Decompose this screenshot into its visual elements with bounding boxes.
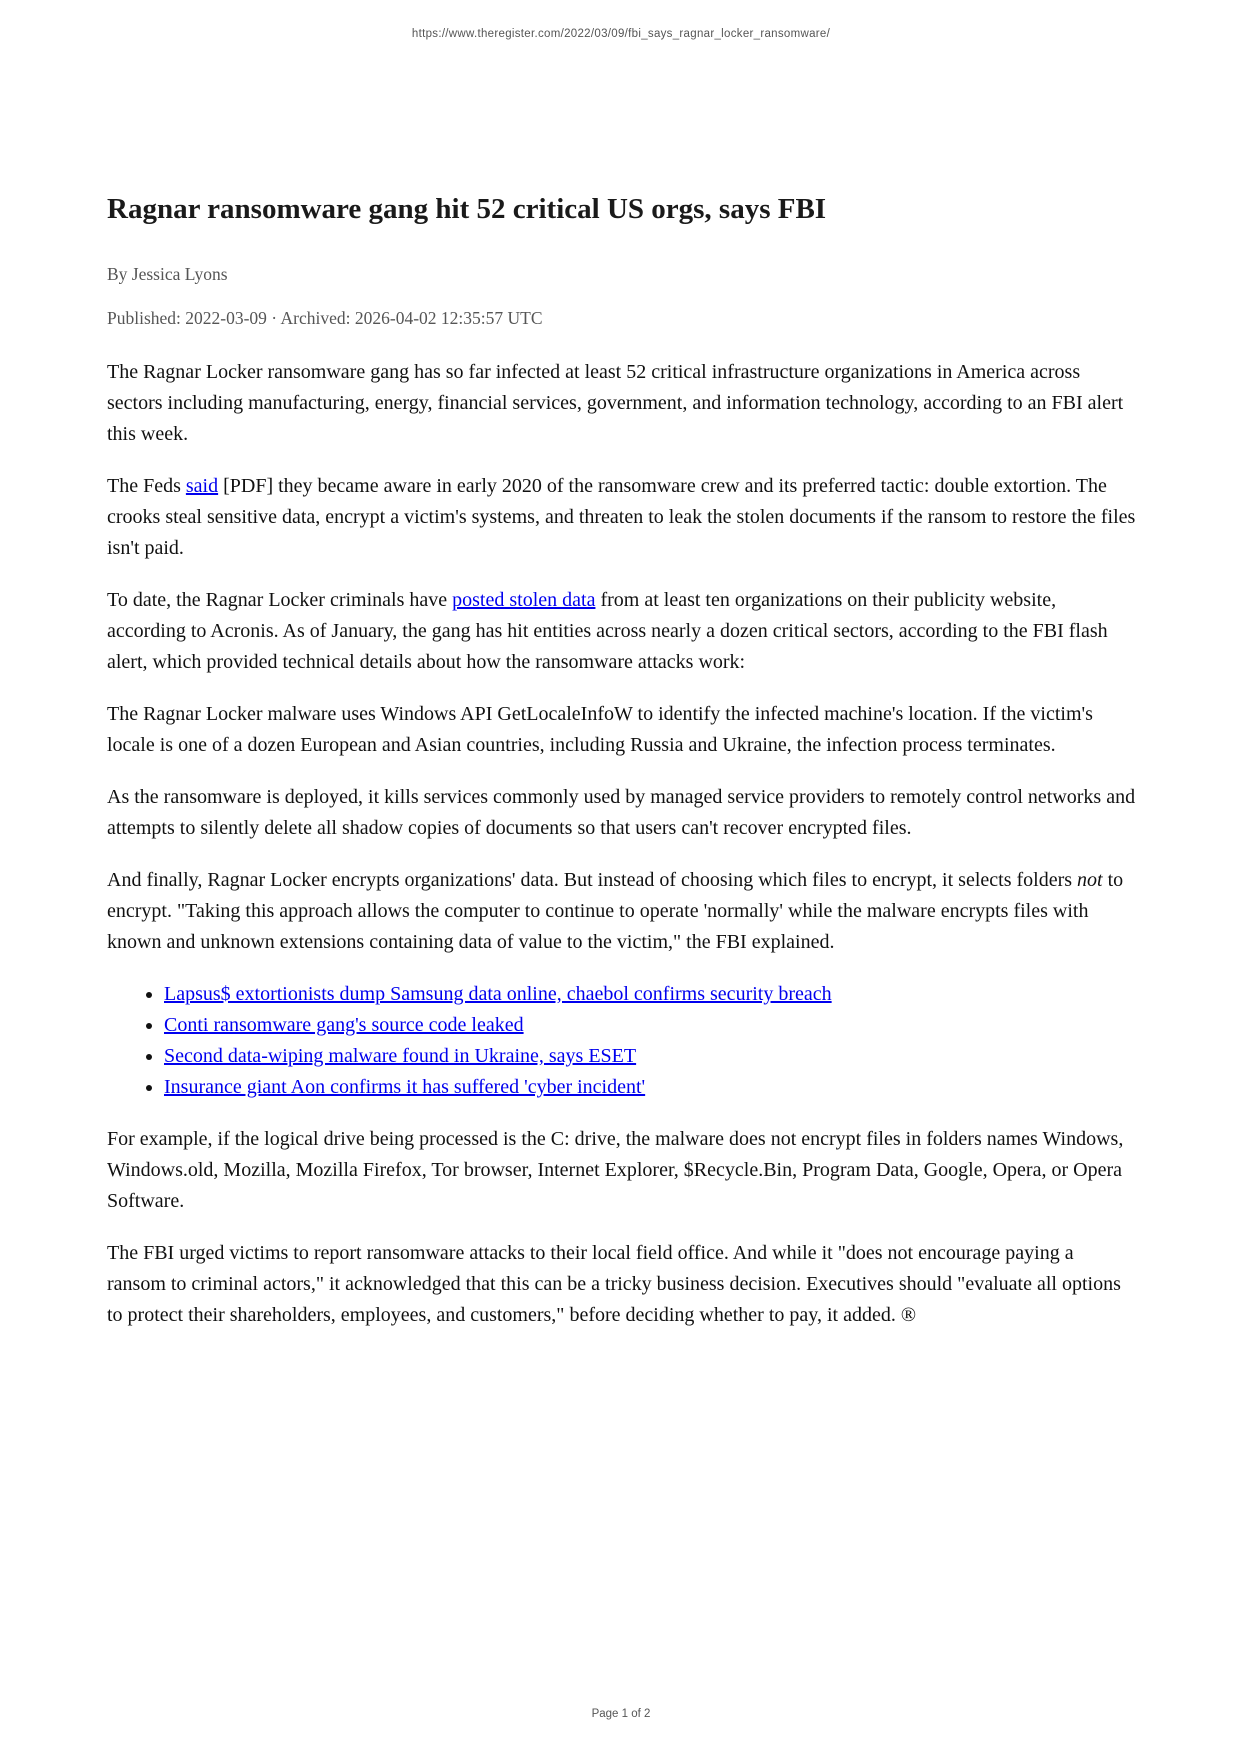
article-byline: By Jessica Lyons bbox=[107, 264, 228, 284]
related-link[interactable]: Lapsus$ extortionists dump Samsung data online, chaebol confirms security breach bbox=[164, 983, 832, 1005]
inline-link[interactable]: said bbox=[185, 475, 219, 497]
article-title: Ragnar ransomware gang hit 52 critical US orgs, says FBI bbox=[107, 193, 827, 225]
article-paragraph bbox=[107, 471, 1137, 564]
article-paragraph bbox=[107, 782, 1137, 844]
inline-link[interactable]: posted stolen data bbox=[452, 589, 596, 611]
paragraph-text: To date, the Ragnar Locker criminals have bbox=[107, 589, 453, 611]
article-body-bottom bbox=[107, 1124, 1137, 1331]
paragraph-text: [PDF] they became aware in early 2020 of the ransomware crew and its preferred tactic: double extortion. The crooks steal sensitive data, encrypt a victim's systems, and threaten to leak the stolen documents if the ransom to restore the files isn't paid. bbox=[107, 475, 1136, 559]
related-link[interactable]: Insurance giant Aon confirms it has suffered 'cyber incident' bbox=[164, 1076, 646, 1098]
paragraph-text: And finally, Ragnar Locker encrypts organizations' data. But instead of choosing which files to encrypt, it selects folders bbox=[107, 869, 1078, 891]
related-link[interactable]: Conti ransomware gang's source code leaked bbox=[164, 1014, 524, 1036]
paragraph-text: As the ransomware is deployed, it kills services commonly used by managed service providers to remotely control networks and attempts to silently delete all shadow copies of documents so that users can't recover encrypted files. bbox=[107, 786, 1136, 839]
related-link-item bbox=[164, 1041, 1137, 1072]
related-links-list bbox=[107, 979, 1137, 1103]
paragraph-text: For example, if the logical drive being processed is the C: drive, the malware does not encrypt files in folders names Windows, Windows.old, Mozilla, Mozilla Firefox, Tor browser, Internet Explorer, $Recycle.Bin, Program Data, Google, Opera, or Opera Software. bbox=[107, 1128, 1124, 1212]
article-paragraph bbox=[107, 1238, 1137, 1331]
related-link-item bbox=[164, 1010, 1137, 1041]
article-body-top bbox=[107, 357, 1137, 958]
paragraph-text: from at least ten organizations on their publicity website, according to Acronis. As of January, the gang has hit entities across nearly a dozen critical sectors, according to the FBI flash alert, which provided technical details about how the ransomware attacks work: bbox=[107, 589, 1108, 673]
print-footer-page-number: Page 1 of 2 bbox=[591, 1708, 651, 1720]
article-meta-dates: Published: 2022-03-09 · Archived: 2026-04-02 12:35:57 UTC bbox=[107, 308, 543, 328]
article-paragraph bbox=[107, 865, 1137, 958]
paragraph-text: The FBI urged victims to report ransomware attacks to their local field office. And while it "does not encourage paying a ransom to criminal actors," it acknowledged that this can be a tricky business decision. Executives should "evaluate all options to protect their shareholders, employees, and customers," before deciding whether to pay, it added. ® bbox=[107, 1242, 1121, 1326]
paragraph-text: The Feds bbox=[107, 475, 186, 497]
article-paragraph bbox=[107, 585, 1137, 678]
article-paragraph bbox=[107, 1124, 1137, 1217]
paragraph-text: to encrypt. "Taking this approach allows the computer to continue to operate 'normally' while the malware encrypts files with known and unknown extensions containing data of value to the victim," the FBI explained. bbox=[107, 869, 1124, 953]
article bbox=[107, 191, 1137, 1331]
print-header-source-url: https://www.theregister.com/2022/03/09/fbi_says_ragnar_locker_ransomware/ bbox=[411, 28, 831, 40]
paragraph-text: The Ragnar Locker malware uses Windows API GetLocaleInfoW to identify the infected machine's location. If the victim's locale is one of a dozen European and Asian countries, including Russia and Ukraine, the infection process terminates. bbox=[107, 703, 1093, 756]
article-paragraph bbox=[107, 699, 1137, 761]
related-link[interactable]: Second data-wiping malware found in Ukraine, says ESET bbox=[164, 1045, 637, 1067]
article-paragraph bbox=[107, 357, 1137, 450]
emphasized-text: not bbox=[1077, 869, 1103, 891]
related-link-item bbox=[164, 1072, 1137, 1103]
related-link-item bbox=[164, 979, 1137, 1010]
paragraph-text: The Ragnar Locker ransomware gang has so far infected at least 52 critical infrastructure organizations in America across sectors including manufacturing, energy, financial services, government, and information technology, according to an FBI alert this week. bbox=[107, 361, 1124, 445]
